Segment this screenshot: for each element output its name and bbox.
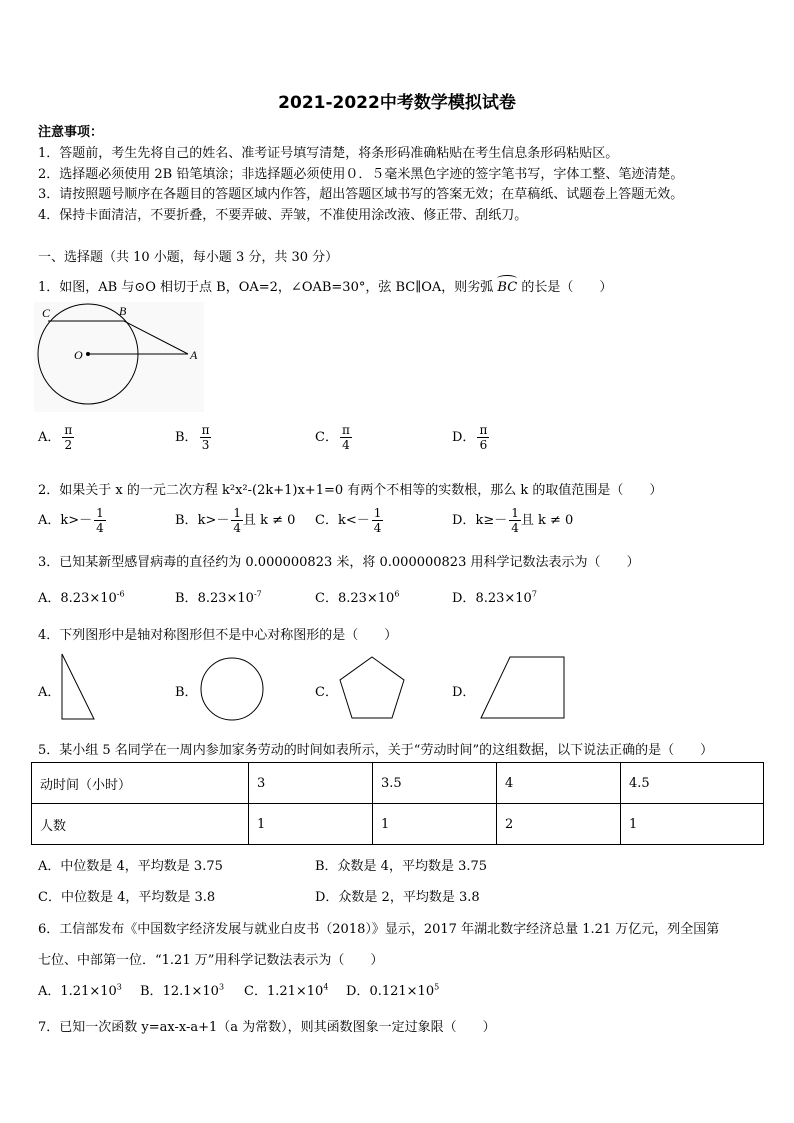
- table-cell: 1: [621, 804, 764, 845]
- q3-option-d[interactable]: [452, 587, 537, 606]
- option-letter: C．: [315, 513, 338, 528]
- numerator: π: [201, 423, 210, 437]
- notice-item: 3．请按照题号顺序在各题目的答题区域内作答，超出答题区域书写的答案无效；在草稿纸、试题卷上答题无效。: [38, 187, 684, 202]
- q5-option-c[interactable]: C．中位数是 4，平均数是 3.8: [38, 890, 216, 905]
- circle-shape: [198, 656, 266, 724]
- numerator: π: [64, 423, 73, 437]
- option-letter: D．: [452, 591, 476, 606]
- denominator: 3: [201, 438, 210, 452]
- q5-option-b[interactable]: B．众数是 4，平均数是 3.75: [315, 859, 488, 874]
- option-letter: D．: [452, 430, 476, 445]
- q2-option-d[interactable]: [452, 506, 573, 535]
- option-letter: B．: [140, 984, 163, 999]
- option-prefix: k≥－: [475, 513, 508, 528]
- notice-item: 1．答题前，考生先将自己的姓名、准考证号填写清楚，将条形码准确粘贴在考生信息条形码粘贴区。: [38, 146, 619, 161]
- sci-base: 8.23×10: [475, 591, 532, 606]
- q6-option-b[interactable]: [140, 980, 224, 999]
- pentagon-shape: [336, 654, 408, 722]
- q1-stem-part2: 的长是（ ）: [521, 280, 613, 295]
- q1-option-d[interactable]: [452, 423, 489, 452]
- fraction: [340, 423, 352, 452]
- question-6-stem-line2: 七位、中部第一位．“1.21 万”用科学记数法表示为（ ）: [38, 953, 384, 968]
- sci-base: 12.1×10: [162, 984, 219, 999]
- sci-exponent: 6: [394, 589, 400, 599]
- sci-base: 8.23×10: [60, 591, 117, 606]
- fraction: [509, 506, 521, 535]
- sci-exponent: 5: [434, 982, 440, 992]
- option-suffix: 且 k ≠ 0: [520, 513, 574, 528]
- denominator: 4: [511, 521, 519, 535]
- arc-notation: [497, 280, 517, 295]
- option-letter: C．: [315, 430, 338, 445]
- option-letter: A．: [38, 591, 61, 606]
- table-cell: 2: [497, 804, 621, 845]
- q3-option-b[interactable]: [175, 587, 262, 606]
- option-prefix: k<－: [337, 513, 370, 528]
- denominator: 4: [233, 521, 241, 535]
- numerator: 1: [511, 506, 519, 520]
- q1-stem-part1: 1．如图，AB 与⊙O 相切于点 B，OA=2，∠OAB=30°，弦 BC∥OA，则劣弧: [38, 280, 494, 295]
- option-letter: B．: [175, 513, 198, 528]
- numerator: 1: [373, 506, 382, 520]
- sci-exponent: -6: [116, 589, 125, 599]
- option-letter: A．: [38, 984, 61, 999]
- option-letter: B．: [175, 591, 198, 606]
- numerator: π: [341, 423, 350, 437]
- question-3-stem: 3．已知某新型感冒病毒的直径约为 0.000000823 米，将 0.000000823 用科学记数法表示为（ ）: [38, 555, 640, 570]
- fraction: [94, 506, 106, 535]
- numerator: π: [479, 423, 488, 437]
- q1-option-b[interactable]: [175, 423, 211, 452]
- option-letter: C．: [315, 591, 338, 606]
- notice-heading: 注意事项：: [38, 125, 104, 140]
- sci-base: 1.21×10: [60, 984, 117, 999]
- table-row: [32, 804, 764, 845]
- arc-mark: [497, 275, 517, 282]
- table-cell: 4: [497, 763, 621, 804]
- numerator: 1: [96, 506, 104, 520]
- question-6-stem-line1: 6．工信部发布《中国数字经济发展与就业白皮书（2018）》显示，2017 年湖北数字经济总量 1.21 万亿元，列全国第: [38, 922, 720, 937]
- option-letter: C．: [244, 984, 267, 999]
- option-letter: B．: [175, 430, 198, 445]
- denominator: 4: [342, 438, 350, 452]
- sci-exponent: 3: [218, 982, 225, 992]
- q6-option-c[interactable]: [244, 980, 328, 999]
- option-letter: D．: [452, 513, 476, 528]
- option-suffix: 且 k ≠ 0: [242, 513, 296, 528]
- option-letter: A．: [38, 513, 61, 528]
- fraction: [477, 423, 489, 452]
- page-title: 2021-2022中考数学模拟试卷: [278, 93, 516, 113]
- notice-item: 4．保持卡面清洁，不要折叠，不要弄破、弄皱，不准使用涂改液、修正带、刮纸刀。: [38, 208, 528, 223]
- q4-option-a-label[interactable]: A．: [38, 685, 61, 700]
- question-7-stem: 7．已知一次函数 y=ax-x-a+1（a 为常数），则其函数图象一定过象限（ ）: [38, 1020, 496, 1035]
- label-o: O: [74, 348, 83, 362]
- pentagon: [340, 657, 404, 718]
- fraction: [372, 506, 384, 535]
- denominator: 6: [479, 438, 488, 452]
- sci-base: 8.23×10: [337, 591, 395, 606]
- fraction: [200, 423, 212, 452]
- denominator: 2: [64, 438, 73, 452]
- fraction: [231, 506, 243, 535]
- q4-option-b-label[interactable]: B．: [175, 685, 198, 700]
- q3-option-c[interactable]: [315, 587, 399, 606]
- question-1-stem: [38, 276, 612, 295]
- table-cell: 3.5: [373, 763, 497, 804]
- q5-data-table: [31, 762, 764, 845]
- q5-option-a[interactable]: A．中位数是 4，平均数是 3.75: [38, 859, 223, 874]
- table-cell: 1: [249, 804, 373, 845]
- option-letter: A．: [38, 430, 61, 445]
- q2-option-b[interactable]: [175, 506, 295, 535]
- q2-option-a[interactable]: [38, 506, 106, 535]
- question-2-stem: 2．如果关于 x 的一元二次方程 k²x²-(2k+1)x+1=0 有两个不相等的实数根，那么 k 的取值范围是（ ）: [38, 483, 663, 498]
- center-point: [86, 352, 90, 356]
- denominator: 4: [373, 521, 382, 535]
- q6-option-d[interactable]: [346, 980, 439, 999]
- denominator: 4: [96, 521, 104, 535]
- table-cell: 4.5: [621, 763, 764, 804]
- q1-option-c[interactable]: [315, 423, 352, 452]
- q5-option-d[interactable]: D．众数是 2，平均数是 3.8: [315, 890, 480, 905]
- circle: [201, 658, 263, 720]
- sci-exponent: 7: [531, 589, 537, 599]
- sci-exponent: 4: [323, 982, 329, 992]
- circle-tangent-figure: [34, 302, 204, 412]
- sci-base: 0.121×10: [369, 984, 435, 999]
- option-prefix: k>－: [197, 513, 230, 528]
- q6-option-a[interactable]: [38, 980, 122, 999]
- question-4-stem: 4．下列图形中是轴对称图形但不是中心对称图形的是（ ）: [38, 628, 398, 643]
- sci-base: 8.23×10: [197, 591, 254, 606]
- trapezoid: [481, 657, 564, 718]
- triangle: [62, 654, 94, 719]
- q1-option-a[interactable]: [38, 423, 74, 452]
- question-5-stem: 5．某小组 5 名同学在一周内参加家务劳动的时间如表所示，关于“劳动时间”的这组数据，以下说法正确的是（ ）: [38, 743, 714, 758]
- table-cell: 3: [249, 763, 373, 804]
- arc-label: BC: [497, 280, 518, 295]
- table-cell: 1: [373, 804, 497, 845]
- option-letter: D．: [346, 984, 370, 999]
- right-triangle-shape: [58, 652, 98, 722]
- section-heading: 一、选择题（共 10 小题，每小题 3 分，共 30 分）: [38, 250, 339, 265]
- sci-exponent: 3: [116, 982, 122, 992]
- q2-option-c[interactable]: [315, 506, 383, 535]
- table-cell: 动时间（小时）: [32, 763, 249, 804]
- label-b: B: [119, 304, 127, 318]
- table-row: [32, 763, 764, 804]
- label-c: C: [42, 306, 51, 320]
- option-prefix: k>－: [60, 513, 93, 528]
- table-cell: 人数: [32, 804, 249, 845]
- notice-item: 2．选择题必须使用 2B 铅笔填涂；非选择题必须使用０．５毫米黑色字迹的签字笔书写，字体工整、笔迹清楚。: [38, 167, 684, 182]
- label-a: A: [190, 348, 198, 362]
- trapezoid-shape: [478, 654, 568, 722]
- numerator: 1: [233, 506, 241, 520]
- fraction: [62, 423, 74, 452]
- q3-option-a[interactable]: [38, 587, 125, 606]
- sci-exponent: -7: [253, 589, 262, 599]
- q4-option-d-label[interactable]: D．: [452, 685, 476, 700]
- q4-option-c-label[interactable]: C．: [315, 685, 338, 700]
- sci-base: 1.21×10: [266, 984, 324, 999]
